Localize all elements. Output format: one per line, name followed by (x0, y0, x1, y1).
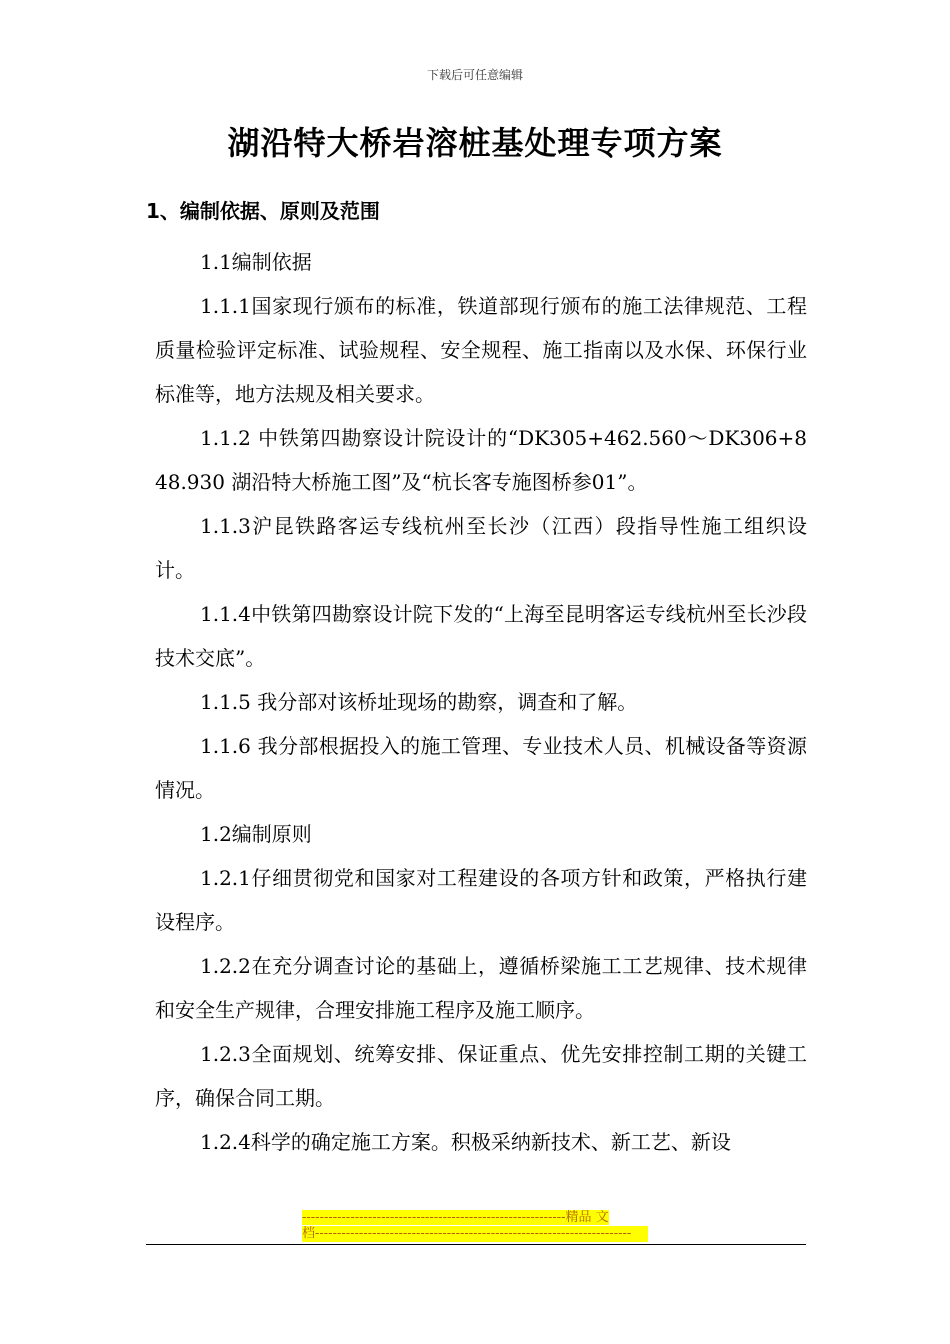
paragraph-1-2-2: 1.2.2在充分调查讨论的基础上，遵循桥梁施工工艺规律、技术规律和安全生产规律，合理安排施工程序及施工顺序。 (155, 954, 807, 1022)
section-heading: 1、编制依据、原则及范围 (146, 199, 380, 223)
paragraph-1-1-1: 1.1.1国家现行颁布的标准，铁道部现行颁布的施工法律规范、工程质量检验评定标准、试验规程、安全规程、施工指南以及水保、环保行业标准等，地方法规及相关要求。 (155, 294, 807, 406)
paragraph-1-2-1: 1.2.1仔细贯彻党和国家对工程建设的各项方针和政策，严格执行建设程序。 (155, 866, 807, 934)
paragraph-1-1-3: 1.1.3沪昆铁路客运专线杭州至长沙（江西）段指导性施工组织设计。 (155, 514, 807, 582)
footer-divider (146, 1244, 806, 1245)
footer-watermark-line-2: 档------------------------------------------------------------------------ (302, 1226, 648, 1242)
paragraph-1-2-4: 1.2.4科学的确定施工方案。积极采纳新技术、新工艺、新设 (200, 1130, 731, 1154)
paragraph-1-1-2: 1.1.2 中铁第四勘察设计院设计的“DK305+462.560～DK306+848.930 湖沿特大桥施工图”及“杭长客专施图桥参01”。 (155, 426, 807, 494)
paragraph-1-1: 1.1编制依据 (200, 250, 312, 274)
paragraph-1-1-4: 1.1.4中铁第四勘察设计院下发的“上海至昆明客运专线杭州至长沙段技术交底”。 (155, 602, 807, 670)
footer-watermark-banner (302, 1210, 648, 1242)
document-body (155, 240, 807, 1164)
paragraph-1-1-5: 1.1.5 我分部对该桥址现场的勘察，调查和了解。 (200, 690, 638, 714)
document-title: 湖沿特大桥岩溶桩基处理专项方案 (227, 124, 723, 162)
paragraph-1-1-6: 1.1.6 我分部根据投入的施工管理、专业技术人员、机械设备等资源情况。 (155, 734, 807, 802)
footer-watermark-line-1: ------------------------------------------------------------精品 文 (302, 1210, 609, 1225)
page-header-note: 下载后可任意编辑 (426, 68, 523, 82)
paragraph-1-2-3: 1.2.3全面规划、统筹安排、保证重点、优先安排控制工期的关键工序，确保合同工期。 (155, 1042, 807, 1110)
paragraph-1-2: 1.2编制原则 (200, 822, 312, 846)
